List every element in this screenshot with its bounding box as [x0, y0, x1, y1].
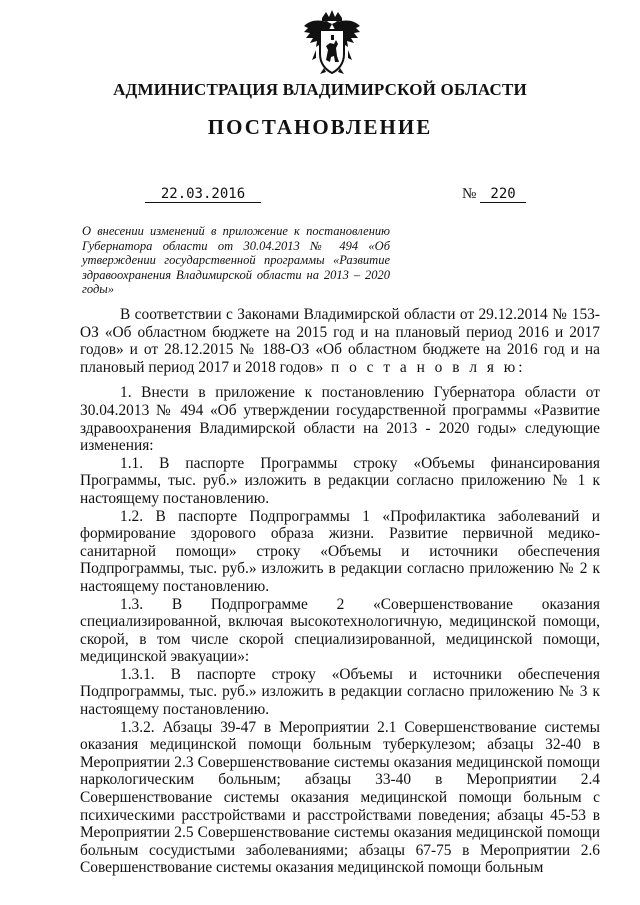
document-subject: О внесении изменений в приложение к постановлению Губернатора области от 30.04.2013 № 494 «Об утверждении государственной программы «Развитие здравоохранения Владимирской области на 2013 – 2020 годы»: [82, 224, 390, 297]
number-label: №: [462, 186, 477, 202]
organization-name: АДМИНИСТРАЦИЯ ВЛАДИМИРСКОЙ ОБЛАСТИ: [113, 80, 527, 99]
document-number: [462, 186, 526, 203]
coat-of-arms-icon: [302, 10, 362, 76]
document-body: [80, 306, 600, 877]
paragraph-1-1: 1.1. В паспорте Программы строку «Объемы финансирования Программы, тыс. руб.» изложить в редакции согласно приложению № 1 к настоящему постановлению.: [80, 454, 600, 507]
document-title: ПОСТАНОВЛЕНИЕ: [207, 115, 433, 139]
preamble-paragraph: [80, 306, 600, 376]
document-date: 22.03.2016: [145, 186, 261, 203]
preamble-text: В соответствии с Законами Владимирской области от 29.12.2014 № 153-ОЗ «Об областном бюджете на 2015 год и на плановый период 2016 и 2017 годов» и от 28.12.2015 № 188-ОЗ «Об областном бюджете на 2016 год и на плановый период 2017 и 2018 годов»: [80, 306, 600, 376]
decree-word: п о с т а н о в л я ю:: [331, 358, 526, 376]
paragraph-1: 1. Внести в приложение к постановлению Губернатора области от 30.04.2013 № 494 «Об утверждении государственной программы «Развитие здравоохранения Владимирской области на 2013 - 2020 годы» следующие изменения:: [80, 384, 600, 455]
paragraph-1-3: 1.3. В Подпрограмме 2 «Совершенствование оказания специализированной, включая высокотехнологичную, медицинской помощи, скорой, в том числе скорой специализированной, медицинской помощи, медицинской эвакуации»:: [80, 595, 600, 666]
number-value: 220: [480, 186, 526, 203]
paragraph-1-3-1: 1.3.1. В паспорте строку «Объемы и источники обеспечения Подпрограммы, тыс. руб.» изложить в редакции согласно приложению № 3 к настоящему постановлению.: [80, 665, 600, 719]
paragraph-1-2: 1.2. В паспорте Подпрограммы 1 «Профилактика заболеваний и формирование здорового образа жизни. Развитие первичной медико-санитарной помощи» строку «Объемы и источники обеспечения Подпрограммы, тыс. руб.» изложить в редакции согласно приложению № 2 к настоящему постановлению.: [80, 507, 600, 595]
paragraph-1-3-2: 1.3.2. Абзацы 39-47 в Мероприятии 2.1 Совершенствование системы оказания медицинской помощи больным туберкулезом; абзацы 32-40 в Мероприятии 2.3 Совершенствование системы оказания медицинской помощи наркологическим больным; абзацы 33-40 в Мероприятии 2.4 Совершенствование системы оказания медицинской помощи больным с психическими расстройствами и расстройствами поведения; абзацы 45-53 в Мероприятии 2.5 Совершенствование системы оказания медицинской помощи больным сосудистыми заболеваниями; абзацы 67-75 в Мероприятии 2.6 Совершенствование системы оказания медицинской помощи больным: [80, 718, 600, 877]
